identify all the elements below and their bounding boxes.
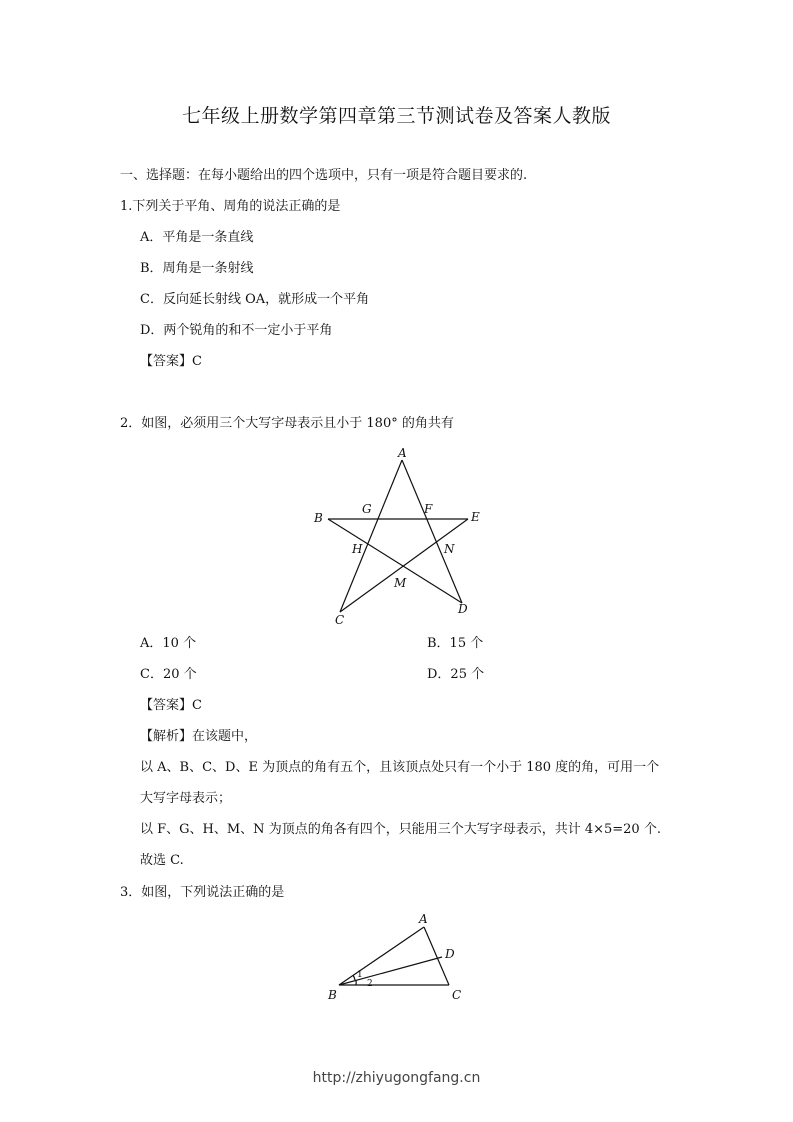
triangle-label-c: C: [452, 988, 462, 1002]
q1-option-a: A．平角是一条直线: [140, 230, 254, 245]
q1-answer: 【答案】C: [140, 354, 202, 369]
star-label-e: E: [471, 510, 480, 524]
q1-option-c: C．反向延长射线 OA，就形成一个平角: [140, 292, 370, 307]
star-label-a: A: [398, 446, 407, 460]
triangle-line-bd: [339, 957, 442, 985]
q1-stem: 1.下列关于平角、周角的说法正确的是: [120, 199, 341, 214]
q2-option-c: C．20 个: [140, 667, 197, 682]
q2-option-a: A．10 个: [140, 636, 197, 651]
angle-arc-1: [353, 975, 355, 980]
angle-label-2: 2: [367, 979, 373, 989]
page-title: 七年级上册数学第四章第三节测试卷及答案人教版: [181, 105, 611, 127]
star-label-f: F: [424, 502, 433, 516]
star-label-b: B: [314, 511, 323, 525]
q2-explanation-line-2: 以 A、B、C、D、E 为顶点的角有五个，且该顶点处只有一个小于 180 度的角，可用一个: [140, 760, 660, 775]
triangle-line-ab: [339, 927, 424, 985]
q2-explanation-line-1: 【解析】在该题中，: [140, 729, 258, 744]
star-label-n: N: [444, 542, 455, 556]
star-line-ad: [402, 460, 462, 603]
triangle-figure: [339, 927, 449, 985]
q2-answer: 【答案】C: [140, 698, 202, 713]
q2-explanation-line-5: 故选 C.: [140, 853, 184, 868]
star-line-ac: [340, 460, 402, 612]
triangle-label-b: B: [328, 988, 337, 1002]
star-label-d: D: [458, 602, 468, 616]
q2-option-b: B．15 个: [427, 636, 484, 651]
q1-option-b: B．周角是一条射线: [140, 261, 254, 276]
star-line-ec: [340, 519, 468, 612]
triangle-label-a: A: [419, 912, 428, 926]
q2-option-d: D．25 个: [427, 667, 485, 682]
q2-stem: 2．如图，必须用三个大写字母表示且小于 180° 的角共有: [120, 416, 454, 431]
q2-explanation-line-4: 以 F、G、H、M、N 为顶点的角各有四个，只能用三个大写字母表示，共计 4×5=20 个.: [140, 822, 661, 837]
star-label-m: M: [394, 576, 407, 590]
section-heading: 一、选择题：在每小题给出的四个选项中，只有一项是符合题目要求的.: [120, 168, 528, 183]
q2-explanation-line-3: 大写字母表示；: [140, 791, 232, 806]
triangle-line-ac: [424, 927, 449, 985]
footer-url[interactable]: http://zhiyugongfang.cn: [312, 1070, 481, 1086]
star-label-g: G: [362, 502, 372, 516]
q1-option-d: D．两个锐角的和不一定小于平角: [140, 323, 333, 338]
star-line-bd: [328, 519, 462, 603]
star-label-c: C: [335, 613, 345, 627]
star-label-h: H: [352, 542, 363, 556]
triangle-label-d: D: [445, 947, 455, 961]
angle-label-1: 1: [357, 970, 363, 980]
q3-stem: 3．如图，下列说法正确的是: [120, 885, 285, 900]
